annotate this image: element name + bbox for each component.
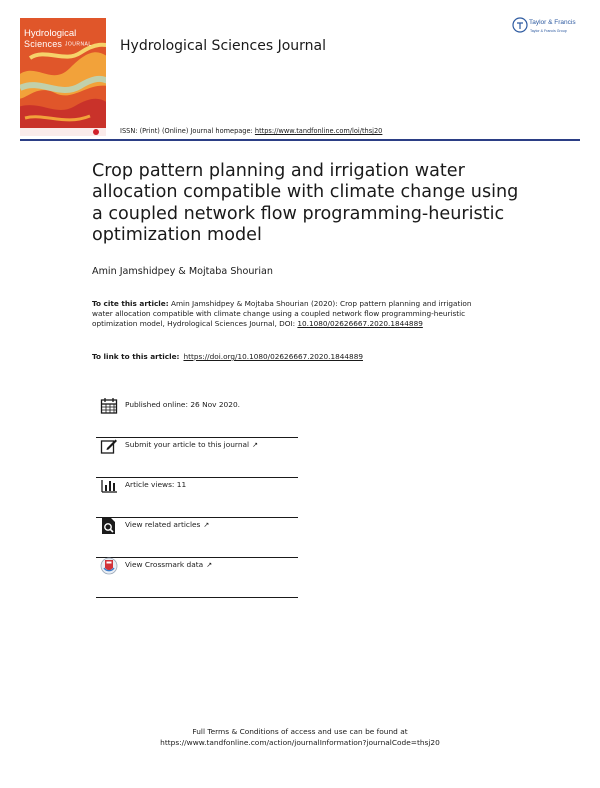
crossmark-icon: [100, 557, 118, 575]
external-link-icon: ↗: [203, 521, 210, 529]
published-row: [96, 397, 298, 438]
article-link-line: [92, 352, 363, 361]
journal-homepage-link[interactable]: https://www.tandfonline.com/loi/thsj20: [254, 127, 383, 135]
external-link-icon: ↗: [252, 441, 258, 449]
related-articles-link[interactable]: View related articles ↗: [125, 520, 210, 529]
citation-text: Amin Jamshidpey & Mojtaba Shourian (2020): Crop pattern planning and irrigation water allocation compatible with climate change using a coupled network flow programming-heuristic optimization model, Hydrological Sciences Journal, DOI:: [92, 299, 472, 328]
edit-icon: [100, 437, 118, 455]
crossmark-link[interactable]: View Crossmark data ↗: [125, 560, 213, 569]
article-views: Article views: 11: [125, 480, 187, 489]
header-divider: [20, 139, 580, 141]
publisher-logo: [512, 17, 584, 41]
article-doi-link[interactable]: https://doi.org/10.1080/02626667.2020.1844889: [183, 352, 363, 361]
issn-label: ISSN: (Print) (Online) Journal homepage:: [120, 127, 253, 135]
related-row[interactable]: [96, 517, 298, 558]
submit-article-link[interactable]: Submit your article to this journal ↗: [125, 440, 258, 449]
submit-row[interactable]: [96, 437, 298, 478]
journal-name: Hydrological Sciences Journal: [120, 38, 326, 54]
article-link-label: To link to this article:: [92, 352, 180, 361]
issn-line: [120, 127, 382, 135]
publisher-logo-tag: Taylor & Francis Group: [530, 29, 567, 33]
journal-cover-image: [20, 18, 106, 136]
article-title: Crop pattern planning and irrigation water allocation compatible with climate change using a coupled network flow programming-heuristic optimization model: [92, 161, 519, 246]
citation-doi-link[interactable]: 10.1080/02626667.2020.1844889: [297, 319, 423, 328]
views-row: [96, 477, 298, 518]
article-authors: Amin Jamshidpey & Mojtaba Shourian: [92, 266, 274, 277]
publisher-logo-text: Taylor & Francis: [529, 19, 576, 26]
bar-chart-icon: [100, 477, 118, 495]
footer-terms-text: Full Terms & Conditions of access and use can be found at: [192, 727, 408, 736]
cover-title: Hydrological Sciences JOURNAL: [24, 28, 92, 49]
crossmark-row[interactable]: [96, 557, 298, 598]
publisher-logo-icon: [512, 17, 528, 33]
published-date: Published online: 26 Nov 2020.: [125, 400, 240, 409]
citation-block: [92, 299, 482, 329]
related-search-icon: [100, 517, 118, 535]
citation-label: To cite this article:: [92, 299, 169, 308]
external-link-icon: ↗: [206, 561, 213, 569]
footer: [0, 726, 600, 748]
footer-terms-link[interactable]: https://www.tandfonline.com/action/journalInformation?journalCode=thsj20: [160, 738, 440, 747]
calendar-icon: [100, 397, 118, 415]
